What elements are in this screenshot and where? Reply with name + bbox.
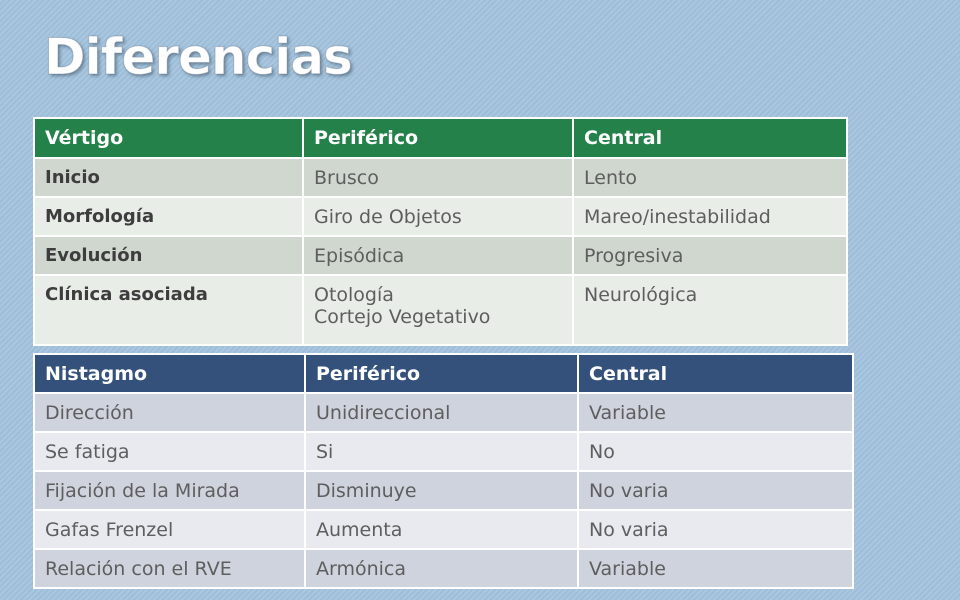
nistagmo-cell-periferico: Disminuye [305, 471, 578, 510]
vertigo-row-label: Morfología [34, 197, 303, 236]
nistagmo-cell-central: Variable [578, 549, 853, 588]
vertigo-header-periferico: Periférico [303, 118, 573, 158]
vertigo-row-label: Evolución [34, 236, 303, 275]
vertigo-row-label: Clínica asociada [34, 275, 303, 345]
vertigo-table [33, 117, 848, 346]
vertigo-row-morfologia [34, 197, 847, 236]
vertigo-cell-periferico: Episódica [303, 236, 573, 275]
nistagmo-cell-central: No [578, 432, 853, 471]
nistagmo-header-nistagmo: Nistagmo [34, 354, 305, 393]
nistagmo-header-row [34, 354, 853, 393]
nistagmo-row-label: Relación con el RVE [34, 549, 305, 588]
vertigo-header-central: Central [573, 118, 847, 158]
vertigo-header-row [34, 118, 847, 158]
vertigo-row-clinica [34, 275, 847, 345]
slide-title: Diferencias [44, 28, 352, 86]
nistagmo-header-periferico: Periférico [305, 354, 578, 393]
nistagmo-row-gafas [34, 510, 853, 549]
vertigo-cell-central: Neurológica [573, 275, 847, 345]
nistagmo-cell-central: No varia [578, 471, 853, 510]
vertigo-cell-central: Progresiva [573, 236, 847, 275]
vertigo-cell-central: Lento [573, 158, 847, 197]
vertigo-header-vertigo: Vértigo [34, 118, 303, 158]
nistagmo-table [33, 353, 854, 589]
vertigo-cell-periferico: Brusco [303, 158, 573, 197]
cell-line-otologia: Otología [314, 284, 394, 306]
nistagmo-cell-periferico: Aumenta [305, 510, 578, 549]
nistagmo-row-label: Gafas Frenzel [34, 510, 305, 549]
vertigo-row-inicio [34, 158, 847, 197]
vertigo-cell-periferico [303, 275, 573, 345]
nistagmo-cell-central: No varia [578, 510, 853, 549]
nistagmo-cell-central: Variable [578, 393, 853, 432]
nistagmo-row-direccion [34, 393, 853, 432]
nistagmo-row-se-fatiga [34, 432, 853, 471]
nistagmo-row-label: Fijación de la Mirada [34, 471, 305, 510]
nistagmo-cell-periferico: Unidireccional [305, 393, 578, 432]
vertigo-cell-central: Mareo/inestabilidad [573, 197, 847, 236]
nistagmo-row-label: Dirección [34, 393, 305, 432]
nistagmo-row-label: Se fatiga [34, 432, 305, 471]
nistagmo-header-central: Central [578, 354, 853, 393]
nistagmo-row-fijacion [34, 471, 853, 510]
nistagmo-row-rve [34, 549, 853, 588]
vertigo-row-evolucion [34, 236, 847, 275]
cell-line-cortejo: Cortejo Vegetativo [314, 306, 491, 328]
nistagmo-cell-periferico: Armónica [305, 549, 578, 588]
vertigo-row-label: Inicio [34, 158, 303, 197]
vertigo-cell-periferico: Giro de Objetos [303, 197, 573, 236]
nistagmo-cell-periferico: Si [305, 432, 578, 471]
